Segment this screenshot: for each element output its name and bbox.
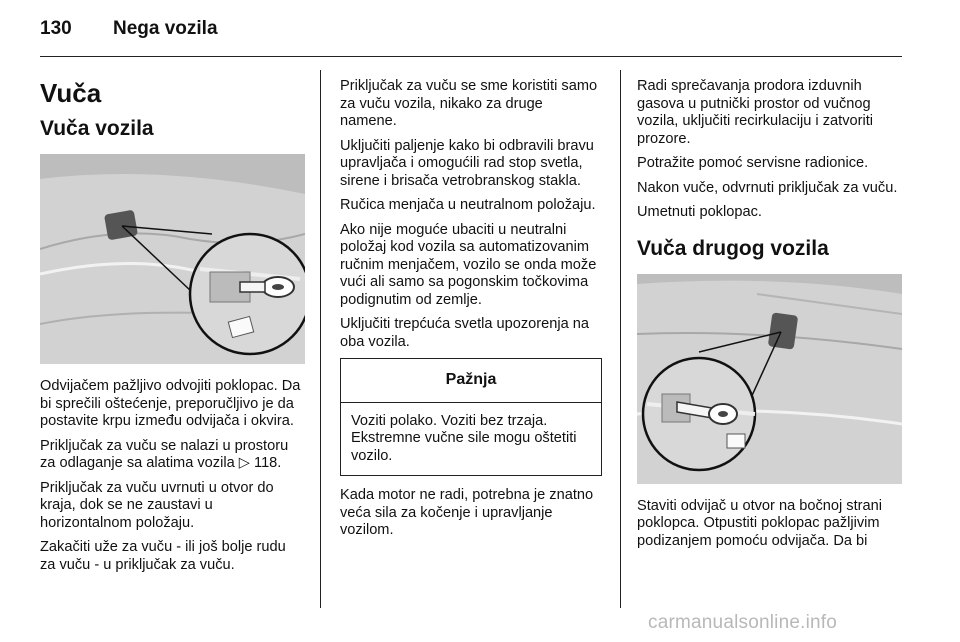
column-2 (340, 78, 603, 547)
paragraph: Radi sprečavanja prodora izduvnih gasova u putnički prostor od vučnog vozila, uključiti recirkulaciju i zatvoriti prozore. (637, 78, 874, 147)
paragraph: Uključiti paljenje kako bi odbravili bravu upravljača i omogućili rad stop svetla, sirene i brisača vetrobranskog stakla. (340, 137, 594, 189)
paragraph: Uključiti trepćuća svetla upozorenja na oba vozila. (340, 316, 590, 350)
caution-body: Voziti polako. Voziti bez trzaja. Ekstremne vučne sile mogu oštetiti vozilo. (351, 412, 577, 464)
column-1 (40, 78, 305, 581)
paragraph: Priključak za vuču se nalazi u prostoru za odlaganje sa alatima vozila ▷ 118. (40, 437, 289, 471)
paragraph: Odvijačem pažljivo odvojiti poklopac. Da bi sprečili oštećenje, preporučljivo je da postavite krpu između odvijača i okvira. (40, 378, 301, 429)
caution-box (340, 358, 602, 476)
section-heading: Vuča vozila (40, 117, 154, 140)
paragraph: Ručica menjača u neutralnom položaju. (340, 197, 596, 213)
paragraph: Umetnuti poklopac. (637, 204, 762, 220)
paragraph: Potražite pomoć servisne radionice. (637, 155, 869, 171)
header-rule (40, 56, 902, 57)
paragraph: Staviti odvijač u otvor na bočnoj strani poklopca. Otpustiti poklopac pažljivim podizanjem pomoću odvijača. Da bi (637, 497, 882, 549)
watermark: carmanualsonline.info (648, 612, 838, 633)
paragraph: Priključak za vuču uvrnuti u otvor do kraja, dok se ne zaustavi u horizontalnom položaju. (40, 479, 274, 531)
rear-tow-hook-illustration (637, 274, 902, 484)
column-divider (320, 70, 321, 608)
column-divider (620, 70, 621, 608)
paragraph: Kada motor ne radi, potrebna je znatno veća sila za kočenje i upravljanje vozilom. (340, 487, 594, 538)
paragraph: Priključak za vuču se sme koristiti samo za vuču vozila, nikako za druge namene. (340, 78, 598, 129)
caution-title: Pažnja (341, 359, 601, 403)
column-3 (637, 78, 902, 557)
section-title: Nega vozila (112, 18, 218, 39)
paragraph: Nakon vuče, odvrnuti priključak za vuču. (637, 179, 898, 196)
page-number: 130 (40, 18, 72, 39)
paragraph: Ako nije moguće ubaciti u neutralni položaj kod vozila sa automatizovanim ručnim menjačem, vozilo se onda može vući ali samo sa pogonskim točkovima podignutim od zemlje. (340, 221, 597, 308)
page-header (40, 18, 218, 40)
chapter-title: Vuča (40, 78, 102, 108)
paragraph: Zakačiti uže za vuču - ili još bolje rudu za vuču - u priključak za vuču. (40, 539, 286, 573)
front-tow-hook-illustration (40, 154, 305, 364)
section-heading: Vuča drugog vozila (637, 236, 829, 260)
